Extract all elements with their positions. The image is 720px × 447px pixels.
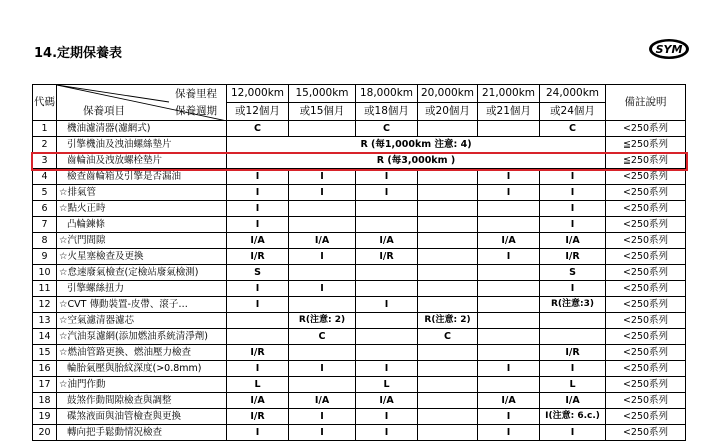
row-code: 7 <box>33 217 57 233</box>
code-header: 代碼 <box>33 85 57 121</box>
row-cell: I <box>478 425 540 441</box>
row-cell: I/R <box>356 249 418 265</box>
row-cell: I <box>289 425 356 441</box>
interval-km: 18,000km <box>356 85 418 103</box>
row-cell <box>418 345 478 361</box>
row-code: 9 <box>33 249 57 265</box>
diagonal-header <box>57 85 227 121</box>
row-cell: C <box>540 121 606 137</box>
row-cell <box>418 393 478 409</box>
row-cell: I/A <box>227 233 289 249</box>
row-cell <box>356 345 418 361</box>
row-cell: I <box>289 169 356 185</box>
page-title: 14.定期保養表 <box>34 46 123 61</box>
row-cell <box>478 121 540 137</box>
interval-period: 或15個月 <box>289 103 356 121</box>
row-cell: I/A <box>478 393 540 409</box>
table-row <box>33 345 686 361</box>
row-cell: I <box>478 185 540 201</box>
row-cell: S <box>540 265 606 281</box>
row-item: 引擎螺絲扭力 <box>57 281 227 297</box>
row-item: ☆排氣管 <box>57 185 227 201</box>
row-code: 1 <box>33 121 57 137</box>
row-cell <box>478 345 540 361</box>
table-row <box>33 121 686 137</box>
table-row <box>33 233 686 249</box>
row-item: 機油濾清器(濾網式) <box>57 121 227 137</box>
row-cell <box>418 185 478 201</box>
row-cell: I <box>289 409 356 425</box>
row-cell: I/R <box>540 345 606 361</box>
row-cell <box>356 265 418 281</box>
row-cell: L <box>356 377 418 393</box>
row-code: 5 <box>33 185 57 201</box>
row-cell <box>478 329 540 345</box>
row-code: 18 <box>33 393 57 409</box>
row-cell <box>418 377 478 393</box>
row-remark: <250系列 <box>606 329 686 345</box>
row-cell <box>478 265 540 281</box>
row-cell <box>356 217 418 233</box>
row-cell: I <box>356 185 418 201</box>
diag-label-item: 保養項目 <box>83 105 125 117</box>
table-row <box>33 265 686 281</box>
diag-label-mileage: 保養里程 <box>175 88 217 100</box>
row-remark: <250系列 <box>606 265 686 281</box>
row-item: 凸輪鍊條 <box>57 217 227 233</box>
row-code: 10 <box>33 265 57 281</box>
row-cell: I <box>356 297 418 313</box>
table-row <box>33 281 686 297</box>
row-cell <box>356 313 418 329</box>
table-row <box>33 249 686 265</box>
interval-km: 21,000km <box>478 85 540 103</box>
row-item: ☆怠速廢氣檢查(定檢站廢氣檢測) <box>57 265 227 281</box>
row-cell: I <box>540 281 606 297</box>
row-cell <box>540 329 606 345</box>
row-cell <box>289 345 356 361</box>
row-cell: I/R <box>227 345 289 361</box>
row-item: 碟煞液面與油管檢查與更換 <box>57 409 227 425</box>
row-item: 齒輪油及洩放螺栓墊片 <box>57 153 227 169</box>
row-cell: I(注意: 6.c.) <box>540 409 606 425</box>
row-remark: <250系列 <box>606 201 686 217</box>
row-cell <box>356 329 418 345</box>
row-cell: I/A <box>356 233 418 249</box>
row-remark: <250系列 <box>606 377 686 393</box>
table-row <box>33 185 686 201</box>
row-cell <box>418 233 478 249</box>
interval-km: 15,000km <box>289 85 356 103</box>
row-item: 輪胎氣壓與胎紋深度(>0.8mm) <box>57 361 227 377</box>
row-cell: R(注意:3) <box>540 297 606 313</box>
row-remark: <250系列 <box>606 345 686 361</box>
row-cell: I <box>540 217 606 233</box>
row-remark: <250系列 <box>606 169 686 185</box>
row-cell: I <box>540 185 606 201</box>
row-cell: R(注意: 2) <box>289 313 356 329</box>
row-item: ☆油門作動 <box>57 377 227 393</box>
row-remark: <250系列 <box>606 393 686 409</box>
table-row <box>33 137 686 153</box>
row-cell <box>418 121 478 137</box>
row-remark: <250系列 <box>606 217 686 233</box>
row-cell: I <box>289 281 356 297</box>
row-cell: I/R <box>227 249 289 265</box>
interval-km: 20,000km <box>418 85 478 103</box>
row-cell: C <box>227 121 289 137</box>
row-cell <box>289 377 356 393</box>
row-cell <box>289 121 356 137</box>
row-remark: <250系列 <box>606 425 686 441</box>
row-code: 12 <box>33 297 57 313</box>
row-cell: I/A <box>356 393 418 409</box>
row-code: 15 <box>33 345 57 361</box>
row-cell: I <box>478 409 540 425</box>
row-item: ☆汽門間隙 <box>57 233 227 249</box>
row-cell: I <box>289 361 356 377</box>
row-cell: I <box>356 169 418 185</box>
table-row <box>33 409 686 425</box>
row-item: ☆燃油管路更換、燃油壓力檢查 <box>57 345 227 361</box>
interval-period: 或20個月 <box>418 103 478 121</box>
table-row <box>33 201 686 217</box>
row-cell <box>418 425 478 441</box>
row-cell <box>356 201 418 217</box>
row-cell: C <box>289 329 356 345</box>
row-cell: I <box>478 249 540 265</box>
row-item: 轉向把手鬆動情況檢查 <box>57 425 227 441</box>
row-code: 13 <box>33 313 57 329</box>
row-item: ☆空氣濾清器濾芯 <box>57 313 227 329</box>
row-cell <box>418 409 478 425</box>
row-item: ☆CVT 傳動裝置-皮帶、滾子… <box>57 297 227 313</box>
row-item: ☆點火正時 <box>57 201 227 217</box>
row-remark: <250系列 <box>606 313 686 329</box>
row-cell: I <box>540 425 606 441</box>
row-cell <box>478 201 540 217</box>
table-row <box>33 297 686 313</box>
row-cell: I/A <box>540 393 606 409</box>
row-cell: I/A <box>478 233 540 249</box>
row-cell: I <box>289 249 356 265</box>
table-row <box>33 329 686 345</box>
row-span-value: R (每1,000km 注意: 4) <box>227 137 606 153</box>
row-code: 11 <box>33 281 57 297</box>
row-item: 檢查齒輪箱及引擎是否漏油 <box>57 169 227 185</box>
row-cell <box>227 329 289 345</box>
maintenance-table-wrapper <box>32 84 686 441</box>
row-cell <box>418 361 478 377</box>
row-remark: <250系列 <box>606 233 686 249</box>
row-item: ☆汽油泵濾網(添加燃油系統清淨劑) <box>57 329 227 345</box>
diag-label-period: 保養週期 <box>175 105 217 117</box>
row-code: 17 <box>33 377 57 393</box>
row-cell: R(注意: 2) <box>418 313 478 329</box>
row-cell <box>418 297 478 313</box>
row-cell: I/R <box>227 409 289 425</box>
row-cell <box>478 281 540 297</box>
row-cell: S <box>227 265 289 281</box>
maintenance-table <box>32 84 686 441</box>
row-remark: <250系列 <box>606 249 686 265</box>
row-remark: ≦250系列 <box>606 137 686 153</box>
row-code: 3 <box>33 153 57 169</box>
row-cell: I/R <box>540 249 606 265</box>
row-remark: <250系列 <box>606 409 686 425</box>
row-cell: I <box>227 297 289 313</box>
sym-logo <box>648 38 690 60</box>
row-cell <box>418 249 478 265</box>
table-row <box>33 217 686 233</box>
row-cell <box>289 265 356 281</box>
row-cell: I <box>478 169 540 185</box>
row-remark: <250系列 <box>606 185 686 201</box>
row-cell: I <box>227 217 289 233</box>
row-cell <box>418 217 478 233</box>
row-cell: I <box>540 201 606 217</box>
row-cell: I/A <box>227 393 289 409</box>
row-span-value: R (每3,000km ) <box>227 153 606 169</box>
row-item: ☆火星塞檢查及更換 <box>57 249 227 265</box>
row-cell: C <box>356 121 418 137</box>
logo-text: SYM <box>655 43 683 56</box>
row-cell: L <box>227 377 289 393</box>
row-cell: C <box>418 329 478 345</box>
row-code: 2 <box>33 137 57 153</box>
row-remark: <250系列 <box>606 281 686 297</box>
row-cell: I <box>227 425 289 441</box>
row-cell: I <box>289 185 356 201</box>
row-cell <box>289 297 356 313</box>
row-cell: I <box>227 201 289 217</box>
interval-period: 或24個月 <box>540 103 606 121</box>
table-row <box>33 393 686 409</box>
row-cell <box>227 313 289 329</box>
row-cell: I/A <box>289 233 356 249</box>
header-row-km <box>33 85 686 103</box>
row-cell: I <box>227 361 289 377</box>
remarks-header: 備註說明 <box>606 85 686 121</box>
interval-km: 12,000km <box>227 85 289 103</box>
row-code: 19 <box>33 409 57 425</box>
interval-period: 或18個月 <box>356 103 418 121</box>
row-remark: ≦250系列 <box>606 153 686 169</box>
table-row <box>33 425 686 441</box>
row-cell <box>478 377 540 393</box>
row-remark: <250系列 <box>606 361 686 377</box>
row-cell <box>356 281 418 297</box>
row-item: 引擎機油及洩油螺絲墊片 <box>57 137 227 153</box>
row-cell <box>478 313 540 329</box>
highlight-box-row-3 <box>31 152 688 171</box>
row-code: 14 <box>33 329 57 345</box>
row-cell: I <box>227 169 289 185</box>
row-code: 6 <box>33 201 57 217</box>
table-row <box>33 313 686 329</box>
row-cell <box>478 297 540 313</box>
interval-km: 24,000km <box>540 85 606 103</box>
row-cell <box>478 217 540 233</box>
row-code: 8 <box>33 233 57 249</box>
row-cell: I <box>540 169 606 185</box>
table-row <box>33 377 686 393</box>
row-cell: I <box>227 281 289 297</box>
row-cell: I <box>540 361 606 377</box>
row-cell: I/A <box>540 233 606 249</box>
row-cell <box>418 265 478 281</box>
row-code: 4 <box>33 169 57 185</box>
row-cell: I <box>356 409 418 425</box>
row-cell: I <box>356 361 418 377</box>
row-remark: <250系列 <box>606 297 686 313</box>
row-cell <box>289 201 356 217</box>
row-code: 20 <box>33 425 57 441</box>
row-cell <box>289 217 356 233</box>
interval-period: 或12個月 <box>227 103 289 121</box>
row-cell: I <box>478 361 540 377</box>
row-cell: L <box>540 377 606 393</box>
row-item: 鼓煞作動間隙檢查與調整 <box>57 393 227 409</box>
interval-period: 或21個月 <box>478 103 540 121</box>
row-cell <box>540 313 606 329</box>
row-cell: I <box>356 425 418 441</box>
row-cell <box>418 201 478 217</box>
row-remark: <250系列 <box>606 121 686 137</box>
row-cell <box>418 281 478 297</box>
row-cell: I <box>227 185 289 201</box>
row-code: 16 <box>33 361 57 377</box>
row-cell: I/A <box>289 393 356 409</box>
table-row <box>33 361 686 377</box>
